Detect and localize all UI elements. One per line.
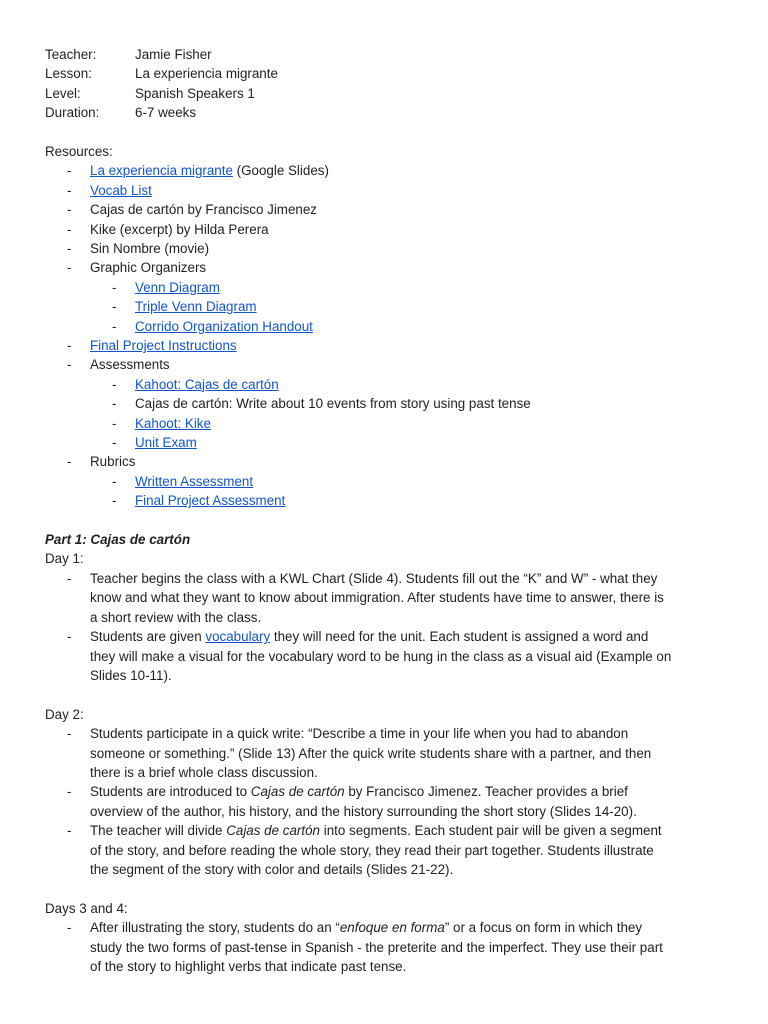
list-item: - Final Project Instructions (67, 338, 237, 354)
list-item: - Cajas de cartón: Write about 10 events from story using past tense (112, 396, 531, 412)
part1-heading: Part 1: Cajas de cartón (45, 532, 191, 548)
list-item: - Rubrics (67, 454, 136, 470)
days34-list (45, 918, 675, 976)
graphic-organizers-list (45, 278, 725, 336)
unit-exam-link[interactable]: Unit Exam (135, 435, 197, 451)
meta-level (45, 84, 725, 103)
meta-value: 6-7 weeks (135, 105, 197, 121)
meta-label: Teacher: (45, 47, 97, 62)
day1-list (45, 569, 675, 685)
list-item: - After illustrating the story, students do an “enfoque en forma” or a focus on form in which they study the two forms of past-tense in Spanish - the preterite and the imperfect. They use their part of the story to highlight verbs that indicate past tense. (67, 920, 663, 974)
meta-label: Duration: (45, 105, 100, 121)
meta-teacher (45, 45, 725, 64)
days34-title: Days 3 and 4: (45, 900, 128, 916)
list-item: - Assessments (67, 357, 170, 373)
list-item: - Final Project Assessment (112, 493, 286, 509)
meta-value: Spanish Speakers 1 (135, 85, 255, 101)
list-item: - The teacher will divide Cajas de cartón into segments. Each student pair will be given a segment of the story, and before reading the whole story, they read their part together. Students illustrate the segment of the story with color and details (Slides 21-22). (67, 823, 662, 877)
day1-title: Day 1: (45, 551, 84, 567)
final-project-assessment-link[interactable]: Final Project Assessment (135, 493, 286, 509)
list-item: - Kahoot: Kike (112, 415, 211, 431)
corrido-handout-link[interactable]: Corrido Organization Handout (135, 318, 313, 334)
rubrics-list (45, 472, 725, 511)
list-item: - Teacher begins the class with a KWL Chart (Slide 4). Students fill out the “K” and W” - what they know and what they want to know about immigration. After students have time to answer, there is a short review with the class. (67, 570, 664, 625)
meta-lesson (45, 64, 725, 83)
list-item: - Vocab List (67, 182, 152, 198)
final-project-instructions-link[interactable]: Final Project Instructions (90, 338, 237, 354)
list-item: - Triple Venn Diagram (112, 299, 257, 315)
list-item: - Students participate in a quick write: “Describe a time in your life when you had to abandon someone or something.” (Slide 13) After the quick write students share with a partner, and then there is a brief whole class discussion. (67, 726, 652, 780)
slides-link[interactable]: La experiencia migrante (90, 163, 233, 179)
triple-venn-diagram-link[interactable]: Triple Venn Diagram (135, 299, 257, 315)
list-item: - Students are introduced to Cajas de cartón by Francisco Jimenez. Teacher provides a brief overview of the author, his history, and the history surrounding the short story (Slides 14-20). (67, 784, 637, 819)
meta-value: Jamie Fisher (135, 47, 212, 62)
venn-diagram-link[interactable]: Venn Diagram (135, 279, 220, 295)
list-item: - La experiencia migrante (Google Slides) (67, 163, 329, 179)
meta-value: La experiencia migrante (135, 66, 278, 82)
kahoot-cajas-link[interactable]: Kahoot: Cajas de cartón (135, 376, 279, 392)
resources-list (45, 161, 725, 277)
list-item: - Students are given vocabulary they will need for the unit. Each student is assigned a word and they will make a visual for the vocabulary word to be hung in the class as a visual aid (Example on Slides 10-11). (67, 629, 672, 683)
meta-label: Level: (45, 85, 81, 101)
list-item: - Unit Exam (112, 435, 197, 451)
list-item: - Venn Diagram (112, 279, 220, 295)
meta-label: Lesson: (45, 66, 92, 82)
day2-list (45, 724, 675, 879)
vocab-list-link[interactable]: Vocab List (90, 182, 152, 198)
list-item: - Graphic Organizers (67, 260, 207, 276)
list-item: - Kahoot: Cajas de cartón (112, 376, 279, 392)
written-assessment-link[interactable]: Written Assessment (135, 473, 254, 489)
vocabulary-link[interactable]: vocabulary (205, 629, 271, 645)
list-item: - Sin Nombre (movie) (67, 240, 210, 256)
list-item: - Cajas de cartón by Francisco Jimenez (67, 202, 317, 218)
lesson-meta (45, 45, 725, 123)
list-item: - Corrido Organization Handout (112, 318, 313, 334)
meta-duration (45, 103, 725, 122)
day2-title: Day 2: (45, 706, 84, 722)
resources-title: Resources: (45, 143, 113, 159)
list-item: - Written Assessment (112, 473, 254, 489)
list-item: - Kike (excerpt) by Hilda Perera (67, 221, 269, 237)
assessments-list (45, 375, 725, 453)
kahoot-kike-link[interactable]: Kahoot: Kike (135, 415, 211, 431)
